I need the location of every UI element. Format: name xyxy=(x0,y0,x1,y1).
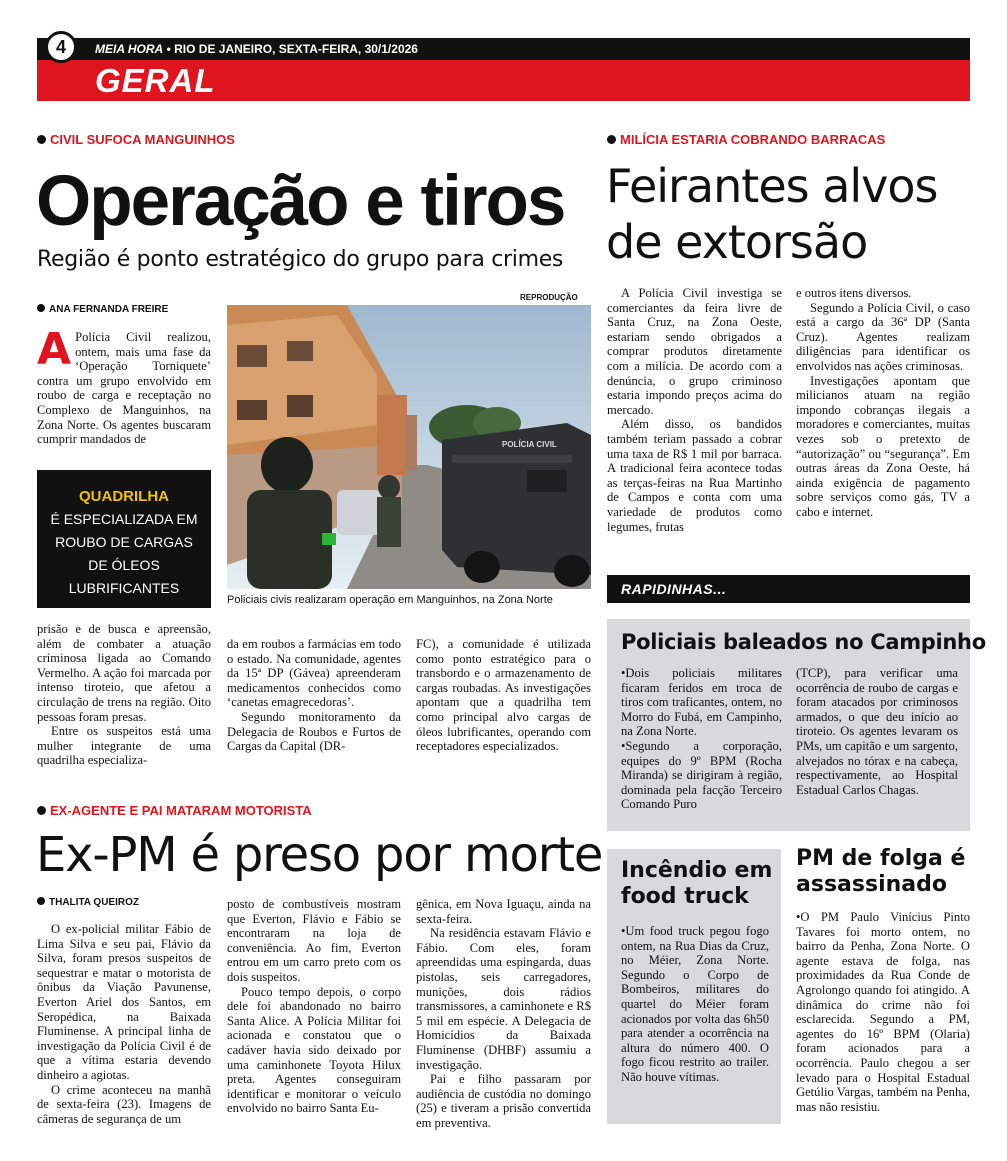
feirantes-headline xyxy=(606,158,938,270)
photo-credit: REPRODUÇÃO xyxy=(520,293,578,302)
bullet-icon xyxy=(37,897,45,905)
expm-col1-p2: O crime aconteceu na manhã de sexta-feira (23). Imagens de câmeras de segurança de um xyxy=(37,1082,211,1126)
pull-quote-head: QUADRILHA xyxy=(79,488,169,505)
expm-byline xyxy=(37,896,139,910)
campinho-col1 xyxy=(621,666,782,812)
expm-col2 xyxy=(227,897,401,1116)
photo-caption: Policiais civis realizaram operação em Manguinhos, na Zona Norte xyxy=(227,594,553,606)
paper-name: MEIA HORA xyxy=(95,42,164,56)
expm-headline: Ex-PM é preso por morte xyxy=(36,827,603,883)
feirantes-col2-p2: Segundo a Polícia Civil, o caso está a cargo da 36ª DP (Santa Cruz). Agentes realizam diligências para identificar os envolvidos nas ações criminosas. xyxy=(796,300,970,373)
main-byline xyxy=(37,303,168,317)
dateline: • RIO DE JANEIRO, SEXTA-FEIRA, 30/1/2026 xyxy=(166,42,418,56)
foodtruck-text: •Um food truck pegou fogo ontem, na Rua Dias da Cruz, no Méier, Zona Norte. Segundo o Corpo de Bombeiros, militares do quartel do Méier foram acionados por volta das 6h50 para atender a ocorrência na altura do número 400. O fogo ficou restrito ao trailer. Não houve vítimas. xyxy=(621,924,769,1084)
pmfolga-text: •O PM Paulo Vinícius Pinto Tavares foi morto ontem, no bairro da Penha, Zona Norte. O agente estava de folga, nas proximidades da Rua Conde de Agrolongo quando foi atingido. A dinâmica do crime não foi esclarecida. Segundo a PM, agentes do 16º BPM (Olaria) foram acionados para a ocorrência. Paulo chegou a ser levado para o Hospital Estadual Getúlio Vargas, também na Penha, mas não resistiu. xyxy=(796,910,970,1114)
drop-cap: A xyxy=(37,324,72,375)
foodtruck-body xyxy=(621,924,769,1085)
kicker-text: CIVIL SUFOCA MANGUINHOS xyxy=(50,132,235,147)
feirantes-col1-p1: A Polícia Civil investiga se comerciantes da feira livre de Santa Cruz, na Zona Oeste, estariam sendo obrigados a comprar produtos diretamente com a milícia. De acordo com a denúncia, o grupo criminoso estaria impondo preços acima do mercado. xyxy=(607,286,782,417)
feirantes-col1-p2: Além disso, os bandidos também teriam passado a cobrar uma taxa de R$ 1 mil por barraca. A tradicional feira acontece todas as terças-feiras na Rua Martinho de Campos e conta com uma variedade de produtos como legumes, frutas xyxy=(607,417,782,534)
feirantes-headline-l2: de extorsão xyxy=(606,215,868,269)
main-subhead: Região é ponto estratégico do grupo para crimes xyxy=(37,247,564,272)
main-col2 xyxy=(227,637,401,754)
campinho-p1: •Dois policiais militares ficaram feridos em troca de tiros com traficantes, ontem, no Morro do Fubá, em Campinho, na Zona Norte. xyxy=(621,666,782,739)
feirantes-kicker xyxy=(607,132,885,148)
main-col3 xyxy=(416,637,591,754)
section-title: GERAL xyxy=(95,62,216,99)
bullet-icon xyxy=(37,304,45,312)
bullet-icon xyxy=(607,135,616,144)
main-headline: Operação e tiros xyxy=(36,162,565,241)
pull-quote-body: É ESPECIALIZADA EM ROUBO DE CARGAS DE ÓLEOS LUBRIFICANTES xyxy=(50,511,198,596)
pmfolga-title: PM de folga é assassinado xyxy=(796,846,966,897)
expm-col3-p1: gênica, em Nova Iguaçu, ainda na sexta-feira. xyxy=(416,897,591,926)
kicker-text: MILÍCIA ESTARIA COBRANDO BARRACAS xyxy=(620,132,886,147)
main-col1-bottom xyxy=(37,622,211,768)
campinho-p3: (TCP), para verificar uma ocorrência de roubo de cargas e foram atacados por criminosos armados, o que deu início ao tiroteio. Os agentes levaram os PMs, um capitão e um sargento, alvejados no tórax e na cabeça, respectivamente, ao Hospital Estadual Carlos Chagas. xyxy=(796,666,958,797)
foodtruck-title: Incêndio em food truck xyxy=(621,858,773,909)
feirantes-col1 xyxy=(607,286,782,534)
campinho-p2: •Segundo a corporação, equipes do 9º BPM (Rocha Miranda) se dirigiram à região, dominada pela facção Terceiro Comando Puro xyxy=(621,738,782,812)
feirantes-col2-p3: Investigações apontam que milicianos atuam na região impondo cobranças ilegais a moradores e comerciantes, muitas vezes sob o pretexto de “autorização” ou “segurança”. Em outras áreas da Zona Oeste, há ainda exigência de pagamento sobre serviços como gás, TV a cabo e internet. xyxy=(796,373,970,519)
main-col1-p1: prisão e de busca e apreensão, além de combater a atuação criminosa ligada ao Comando Vermelho. A ação foi marcada por intenso tiroteio, que afetou a circulação de trens na região. Oito pessoas foram presas. xyxy=(37,622,211,724)
pmfolga-body xyxy=(796,910,970,1114)
page-number: 4 xyxy=(45,31,77,63)
expm-kicker xyxy=(37,803,312,819)
byline-text: THALITA QUEIROZ xyxy=(49,897,139,908)
expm-col3-p3: Pai e filho passaram por audiência de custódia no domingo (25) e tiveram a prisão convertida em preventiva. xyxy=(416,1072,591,1130)
feirantes-col2 xyxy=(796,286,970,520)
vehicle-text: POLÍCIA CIVIL xyxy=(502,440,557,449)
kicker-text: EX-AGENTE E PAI MATARAM MOTORISTA xyxy=(50,803,312,818)
expm-col2-p2: Pouco tempo depois, o corpo dele foi abandonado no bairro Santa Alice. A Polícia Militar foi acionada e constatou que o cadáver havia sido deixado por uma caminhonete Toyota Hilux preta. Agentes conseguiram identificar e monitorar o veículo envolvido no bairro Santa Eu- xyxy=(227,984,401,1116)
expm-col2-p1: posto de combustíveis mostram que Everton, Flávio e Fábio se encontraram na loja de conveniência. Ao fim, Everton entrou em um carro preto com os dois suspeitos. xyxy=(227,897,401,984)
expm-col3 xyxy=(416,897,591,1131)
feirantes-col2-p1: e outros itens diversos. xyxy=(796,286,912,300)
feirantes-headline-l1: Feirantes alvos xyxy=(606,159,938,213)
masthead-line xyxy=(95,40,418,58)
main-col1-top-text: Polícia Civil realizou, ontem, mais uma fase da ‘Operação Torniquete’ contra um grupo envolvido em roubo de carga e receptação no Complexo de Manguinhos, na Zona Norte. Os agentes buscaram cumprir mandados de xyxy=(37,330,211,447)
main-col2-p1: da em roubos a farmácias em todo o estado. Na comunidade, agentes da 15ª DP (Gávea) apreenderam medicamentos conhecidos como ‘canetas emagrecedoras’. xyxy=(227,637,401,710)
rapidinhas-bar: RAPIDINHAS... xyxy=(607,575,970,603)
street-operation-photo xyxy=(227,305,591,589)
bullet-icon xyxy=(37,135,46,144)
main-kicker xyxy=(37,132,235,148)
main-col2-p2: Segundo monitoramento da Delegacia de Roubos e Furtos de Cargas da Capital (DR- xyxy=(227,709,401,754)
byline-text: ANA FERNANDA FREIRE xyxy=(49,304,169,315)
campinho-col2 xyxy=(796,666,958,797)
pull-quote xyxy=(37,470,211,608)
expm-col3-p2: Na residência estavam Flávio e Fábio. Com eles, foram apreendidas uma espingarda, duas pistolas, seis carregadores, munições, dois rádios transmissores, a caminhonete e R$ 5 mil em espécie. A Delegacia de Homicídios da Baixada Fluminense (DHBF) assumiu a investigação. xyxy=(416,926,591,1072)
expm-col1-p1: O ex-policial militar Fábio de Lima Silva e seu pai, Flávio da Silva, foram presos suspeitos de sequestrar e matar o motorista de ônibus da Viação Pavunense, Everton Ariel dos Santos, em Seropédica, na Baixada Fluminense. A principal linha de investigação da Polícia Civil é de que a vítima estaria devendo dinheiro a agiotas. xyxy=(37,922,211,1082)
bullet-icon xyxy=(37,806,46,815)
main-col1-p2: Entre os suspeitos está uma mulher integrante de uma quadrilha especializa- xyxy=(37,724,211,768)
main-col3-p1: FC), a comunidade é utilizada como ponto estratégico para o transbordo e o armazenamento de cargas roubadas. As investigações apontam que a quadrilha tem como principal alvo cargas de óleos lubrificantes, operando com receptadores especializados. xyxy=(416,637,591,754)
campinho-title: Policiais baleados no Campinho xyxy=(621,630,986,654)
main-col1-top xyxy=(37,324,211,447)
expm-col1 xyxy=(37,922,211,1126)
